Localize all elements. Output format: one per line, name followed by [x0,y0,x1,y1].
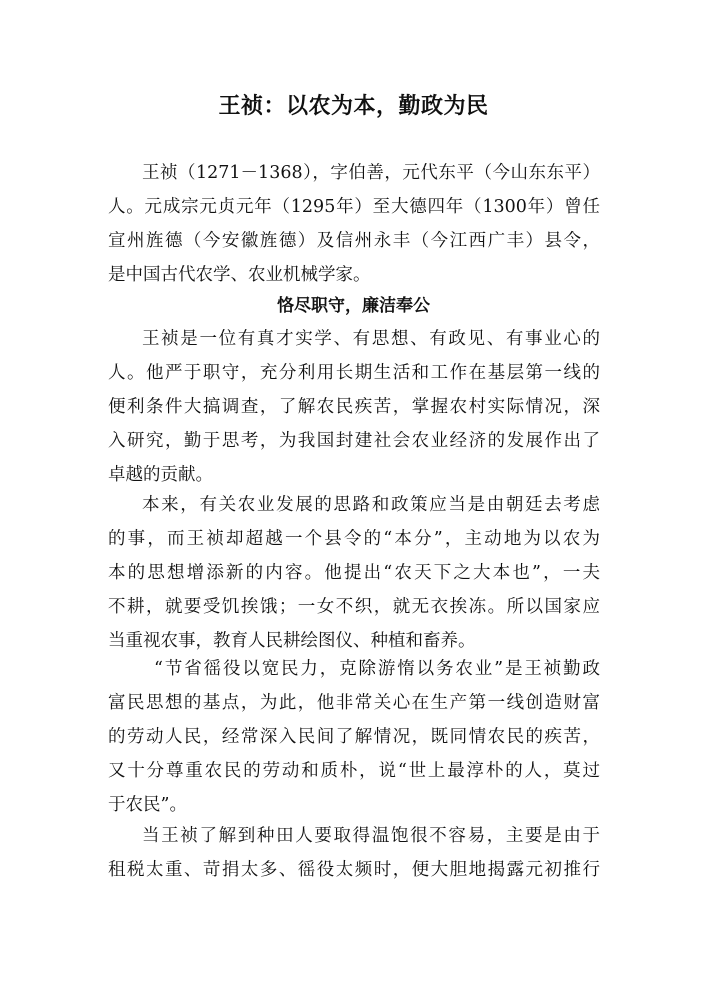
paragraph-line: 于农民”。 [108,795,187,815]
paragraph-line: 又十分尊重农民的劳动和质朴，说“世上最淳朴的人，莫过 [108,761,600,781]
paragraph-line: 是中国古代农学、农业机械学家。 [108,265,371,285]
paragraph-line: 入研究，勤于思考，为我国封建社会农业经济的发展作出了 [108,431,600,451]
paragraph-line: 租税太重、苛捐太多、徭役太频时，便大胆地揭露元初推行 [108,860,600,880]
paragraph-line: 的事，而王祯却超越一个县令的“本分”，主动地为以农为 [108,529,600,549]
paragraph-line: 宣州旌德（今安徽旌德）及信州永丰（今江西广丰）县令， [108,231,600,251]
document-title: 王祯：以农为本，勤政为民 [218,93,489,119]
paragraph-line: 人。元成宗元贞元年（1295年）至大德四年（1300年）曾任 [108,197,600,217]
section-heading: 恪尽职守，廉洁奉公 [277,296,430,316]
paragraph-line: 当重视农事，教育人民耕绘图仪、种植和畜养。 [108,631,476,651]
paragraph-line: 当王祯了解到种田人要取得温饱很不容易，主要是由于 [142,826,600,846]
paragraph-line: 便利条件大搞调查，了解农民疾苦，掌握农村实际情况，深 [108,397,600,417]
paragraph-line: 人。他严于职守，充分利用长期生活和工作在基层第一线的 [108,363,600,383]
paragraph-line: “节省徭役以宽民力，克除游惰以务农业”是王祯勤政 [154,659,600,679]
paragraph-line: 王祯（1271－1368），字伯善，元代东平（今山东东平） [142,163,600,183]
paragraph-line: 富民思想的基点，为此，他非常关心在生产第一线创造财富 [108,693,600,713]
paragraph-line: 的劳动人民，经常深入民间了解情况，既同情农民的疾苦， [108,727,600,747]
paragraph-line: 卓越的贡献。 [108,465,213,485]
paragraph-line: 本来，有关农业发展的思路和政策应当是由朝廷去考虑 [142,495,600,515]
paragraph-line: 王祯是一位有真才实学、有思想、有政见、有事业心的 [142,329,600,349]
paragraph-line: 本的思想增添新的内容。他提出“农天下之大本也”，一夫 [108,563,600,583]
paragraph-line: 不耕，就要受饥挨饿；一女不织，就无衣挨冻。所以国家应 [108,597,600,617]
